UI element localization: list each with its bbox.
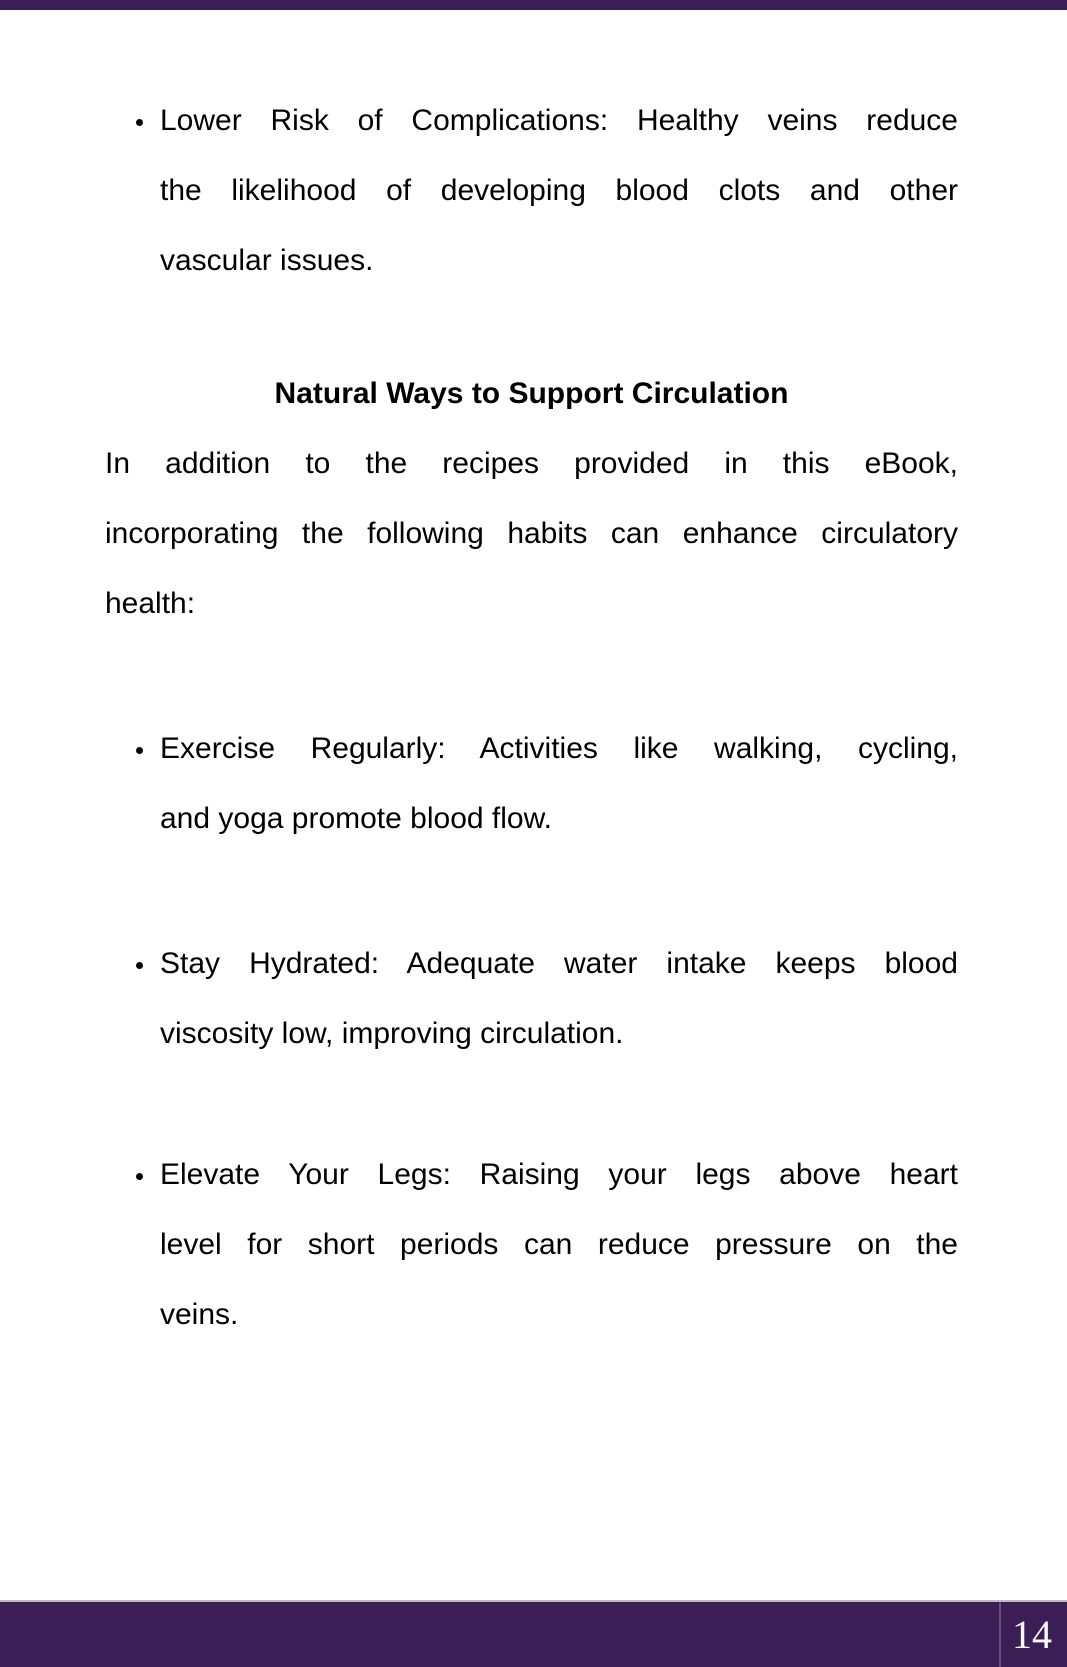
text-line: health: — [105, 587, 196, 620]
text-line: veins. — [160, 1298, 239, 1331]
bullet-dot-icon — [136, 1173, 143, 1180]
text-line: Exercise Regularly: Activities like walking, cycling, — [160, 732, 958, 765]
bullet-item-elevate — [105, 1140, 958, 1350]
footer-bar — [0, 1600, 1067, 1667]
text-line: incorporating the following habits can enhance circulatory — [105, 517, 958, 550]
intro-paragraph — [105, 429, 958, 639]
page-content — [105, 86, 958, 1350]
bullet-item-exercise — [105, 714, 958, 854]
footer-vertical-divider — [999, 1602, 1001, 1667]
text-line: viscosity low, improving circulation. — [160, 1017, 624, 1050]
page-number: 14 — [1012, 1612, 1052, 1657]
bullet-item-lower-risk — [105, 86, 958, 296]
bullet-dot-icon — [136, 747, 143, 754]
top-accent-bar — [0, 0, 1067, 10]
text-line: vascular issues. — [160, 244, 374, 277]
section-heading: Natural Ways to Support Circulation — [274, 377, 789, 410]
text-line: the likelihood of developing blood clots and other — [160, 174, 958, 207]
text-line: In addition to the recipes provided in this eBook, — [105, 447, 958, 480]
bullet-dot-icon — [136, 119, 143, 126]
text-line: level for short periods can reduce pressure on the — [160, 1228, 958, 1261]
bullet-item-hydrated — [105, 929, 958, 1069]
bullet-dot-icon — [136, 962, 143, 969]
text-line: and yoga promote blood flow. — [160, 802, 552, 835]
text-line: Lower Risk of Complications: Healthy veins reduce — [160, 104, 958, 137]
text-line: Stay Hydrated: Adequate water intake keeps blood — [160, 947, 958, 980]
text-line: Elevate Your Legs: Raising your legs above heart — [160, 1158, 958, 1191]
